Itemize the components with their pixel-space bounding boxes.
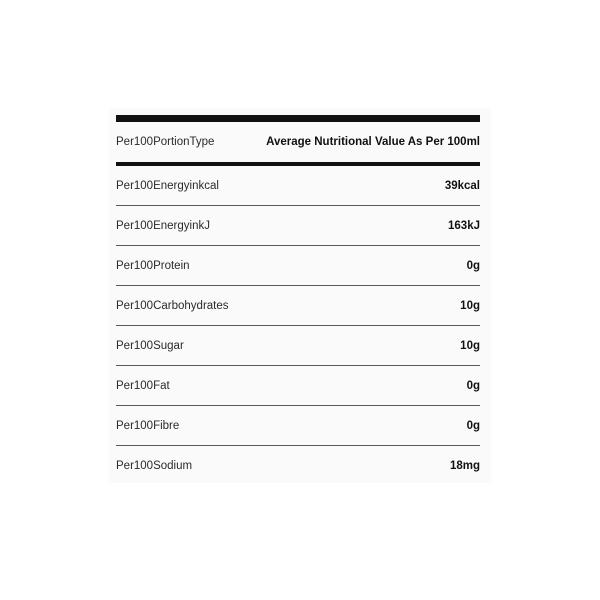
row-label: Per100Protein	[116, 259, 190, 272]
table-row	[116, 326, 480, 366]
table-header-row	[116, 122, 480, 162]
row-value: 163kJ	[448, 219, 480, 232]
row-value: 10g	[460, 299, 480, 312]
row-label: Per100Sodium	[116, 460, 193, 472]
row-value: 18mg	[449, 460, 480, 472]
row-label: Per100EnergyinkJ	[116, 219, 210, 232]
row-value: 10g	[460, 339, 480, 352]
table-row	[116, 286, 480, 326]
row-value: 0g	[466, 379, 480, 392]
nutrition-table	[116, 115, 480, 486]
row-label: Per100Sugar	[116, 339, 184, 352]
table-row	[116, 206, 480, 246]
row-value: 0g	[466, 419, 480, 432]
table-row	[116, 446, 480, 486]
row-value: 0g	[466, 259, 480, 272]
header-value: Average Nutritional Value As Per 100ml	[266, 136, 480, 148]
row-label: Per100Energyinkcal	[116, 179, 219, 192]
row-value: 39kcal	[444, 179, 480, 192]
table-row	[116, 246, 480, 286]
row-label: Per100Carbohydrates	[116, 299, 229, 312]
row-label: Per100Fat	[116, 379, 170, 392]
table-row	[116, 406, 480, 446]
table-row	[116, 366, 480, 406]
table-row	[116, 166, 480, 206]
row-label: Per100Fibre	[116, 419, 180, 432]
table-top-rule	[116, 115, 480, 122]
header-label: Per100PortionType	[116, 136, 215, 148]
